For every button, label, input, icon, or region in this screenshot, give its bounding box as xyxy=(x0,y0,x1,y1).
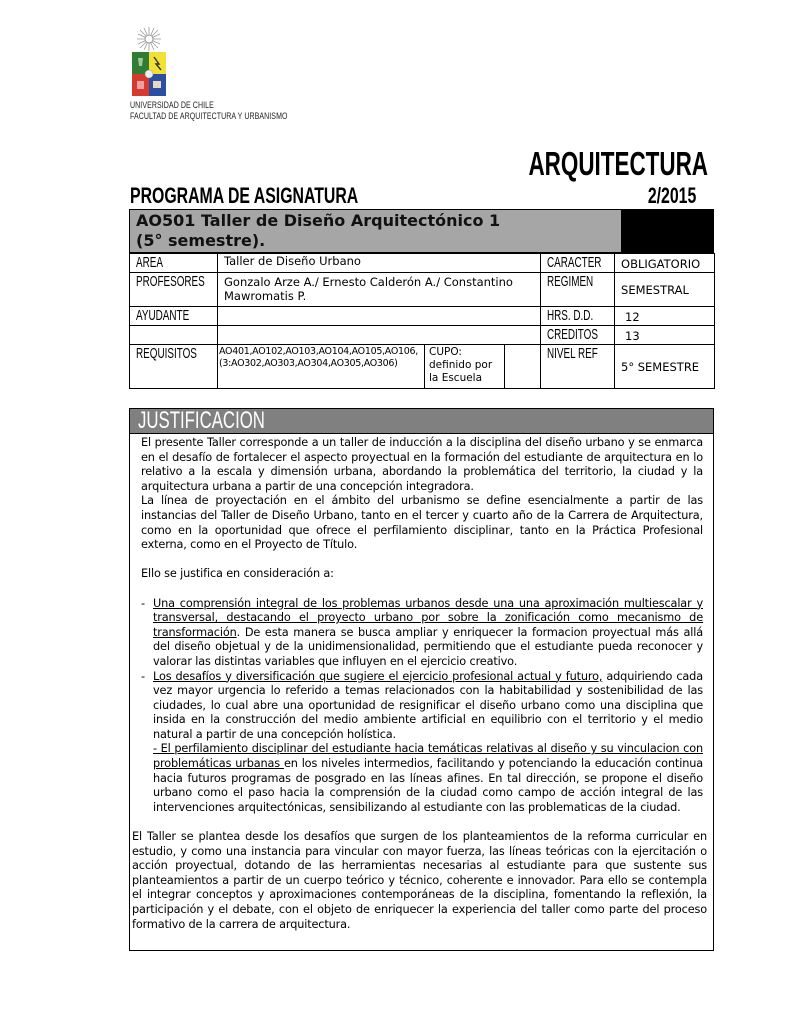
bullet-item-3 xyxy=(153,742,703,815)
bullet-2-underlined: Los desafíos y diversificación que sugiere el ejercicio profesional actual y futuro, xyxy=(153,669,603,683)
justificacion-body xyxy=(130,434,713,932)
profesores-label-cell xyxy=(130,273,218,307)
regimen-value: SEMESTRAL xyxy=(621,282,689,297)
academic-period: 2/2015 xyxy=(647,183,696,208)
creditos-value: 13 xyxy=(625,329,640,343)
requisitos-value-line1: AO401,AO102,AO103,AO104,AO105,AO106, xyxy=(219,346,418,357)
course-info-table xyxy=(129,253,715,389)
bullet-3-underlined: - El perfilamiento disciplinar del estudiante hacia temáticas relativas al diseño y su vinculacion con problemáticas urbanas xyxy=(153,742,703,771)
paragraph-5: El Taller se plantea desde los desafíos que surgen de los planteamientos de la reforma curricular en estudio, y como una instancia para vincular con mayor fuerza, las líneas teóricas con la ejercitación o acción proyectual, dotando de las herramientas necesarias al estudiante para que sustente sus planteamientos a partir de un cuerpo teórico y técnico, coherente e innovador. Para ello se contempla el integrar conceptos y aproximaciones contemporáneas de la disciplina, fomentando la reflexión, la participación y el debate, con el objeto de enriquecer la experiencia del taller como parte del proceso formativo de la carrera de arquitectura. xyxy=(132,830,707,931)
bullet-item-2 xyxy=(141,670,703,816)
empty-label-cell xyxy=(130,326,218,345)
faculty-name: FACULTAD DE ARQUITECTURA Y URBANISMO xyxy=(130,111,288,121)
regimen-value-cell xyxy=(615,273,715,307)
creditos-label-cell xyxy=(541,326,615,345)
empty-value-cell xyxy=(218,326,541,345)
profesores-label: PROFESORES xyxy=(136,273,205,290)
sun-star-icon xyxy=(134,26,164,52)
cupo-empty-cell xyxy=(505,345,541,389)
justificacion-section xyxy=(129,408,714,951)
area-value-cell xyxy=(218,254,541,273)
bullet-dash: - xyxy=(141,669,145,683)
bullet-1-underlined: Una comprensión integral de los problemas urbanos desde una una aproximación multiescalar y transversal, destacando el proyecto urbano por sobre la zonificación como mecanismo de transformación xyxy=(153,596,703,639)
ayudante-label: AYUDANTE xyxy=(136,307,190,324)
nivel-label: NIVEL REF xyxy=(547,345,598,362)
hrs-value: 12 xyxy=(625,310,640,324)
profesores-value-cell xyxy=(218,273,541,307)
course-title-line2: (5° semestre). xyxy=(136,231,266,250)
caracter-value-cell xyxy=(615,254,715,273)
nivel-value: 5° SEMESTRE xyxy=(621,359,700,374)
course-title xyxy=(136,211,500,251)
bullet-3-text: en los niveles intermedios, facilitando y potenciando la educación continua hacia futuros programas de posgrado en las líneas afines. En tal dirección, se propone el diseño urbano como el paso hacia la comprensión de la ciudad como campo de acción integral de las intervenciones arquitectónicas, sensibilizando al estudiante con las problematicas de la ciudad. xyxy=(153,757,703,814)
bullet-1-text: . De esta manera se busca ampliar y enriquecer la formacion proyectual más allá del diseño objetual y de la unidimensionalidad, permitiendo que el estudiante pueda reconocer y valorar las distintas variables que influyen en el ejercicio creativo. xyxy=(153,625,703,668)
requisitos-label-cell xyxy=(130,345,218,389)
ayudante-value-cell xyxy=(218,307,541,326)
shield-icon xyxy=(132,52,166,96)
caracter-label: CARACTER xyxy=(547,254,602,271)
hrs-label-cell xyxy=(541,307,615,326)
university-name: UNIVERSIDAD DE CHILE xyxy=(130,100,214,110)
ayudante-label-cell xyxy=(130,307,218,326)
institution-name xyxy=(130,100,288,122)
bullet-2-text: adquiriendo cada vez mayor urgencia lo referido a temas relacionados con la habitabilidad y sostenibilidad de las ciudades, lo cual abre una oportunidad de resignificar el diseño urbano como una disciplina que insida en la construcción del medio ambiente artificial en equilibrio con el territorio y el medio natural a partir de una concepción holística. xyxy=(153,669,703,741)
caracter-value: OBLIGATORIO xyxy=(621,257,701,271)
paragraph-3: Ello se justifica en consideración a: xyxy=(141,567,334,581)
justificacion-header xyxy=(130,409,713,434)
bullet-item-1 xyxy=(141,597,703,670)
paragraph-1: El presente Taller corresponde a un taller de inducción a la disciplina del diseño urbano y se enmarca en el desafío de fortalecer el aspecto proyectual en la formación del estudiante de arquitectura en lo relativo a la escala y dimensión urbana, abordando la problemática del territorio, la ciudad y la arquitectura urbana a partir de una concepción integradora. xyxy=(141,436,703,493)
table-row-ayudante xyxy=(130,307,715,326)
area-value: Taller de Diseño Urbano xyxy=(224,254,361,268)
nivel-value-cell xyxy=(615,345,715,389)
course-title-line1: AO501 Taller de Diseño Arquitectónico 1 xyxy=(136,211,501,230)
area-label-cell xyxy=(130,254,218,273)
nivel-label-cell xyxy=(541,345,615,389)
profesores-value: Gonzalo Arze A./ Ernesto Calderón A./ Constantino Mawromatis P. xyxy=(224,275,513,303)
caracter-label-cell xyxy=(541,254,615,273)
black-corner-block xyxy=(621,210,713,252)
cupo-cell xyxy=(425,345,505,389)
hrs-value-cell xyxy=(615,307,715,326)
cupo-value: CUPO: definido por la Escuela xyxy=(429,346,493,384)
area-label: AREA xyxy=(136,254,163,271)
requisitos-value-cell xyxy=(218,345,425,389)
table-row-profesores xyxy=(130,273,715,307)
requisitos-label: REQUISITOS xyxy=(136,345,197,362)
university-logo xyxy=(130,26,168,96)
creditos-label: CREDITOS xyxy=(547,326,598,343)
document-type-title: PROGRAMA DE ASIGNATURA xyxy=(130,183,359,208)
regimen-label: REGIMEN xyxy=(547,273,594,290)
table-row-area xyxy=(130,254,715,273)
creditos-value-cell xyxy=(615,326,715,345)
requisitos-value-line2: (3:AO302,AO303,AO304,AO305,AO306) xyxy=(219,358,398,369)
regimen-label-cell xyxy=(541,273,615,307)
bullet-dash: - xyxy=(141,596,145,610)
justificacion-heading: JUSTIFICACION xyxy=(138,407,265,434)
course-title-bar xyxy=(129,209,714,253)
hrs-label: HRS. D.D. xyxy=(547,307,594,324)
table-row-creditos xyxy=(130,326,715,345)
table-row-requisitos xyxy=(130,345,715,389)
paragraph-2: La línea de proyectación en el ámbito del urbanismo se define esencialmente a partir de las instancias del Taller de Diseño Urbano, tanto en el tercer y cuarto año de la Carrera de Arquitectura, como en la oportunidad que ofrece el perfilamiento disciplinar, tanto en la Práctica Profesional externa, como en el Proyecto de Título. xyxy=(141,494,703,552)
discipline-title: ARQUITECTURA xyxy=(528,145,708,182)
